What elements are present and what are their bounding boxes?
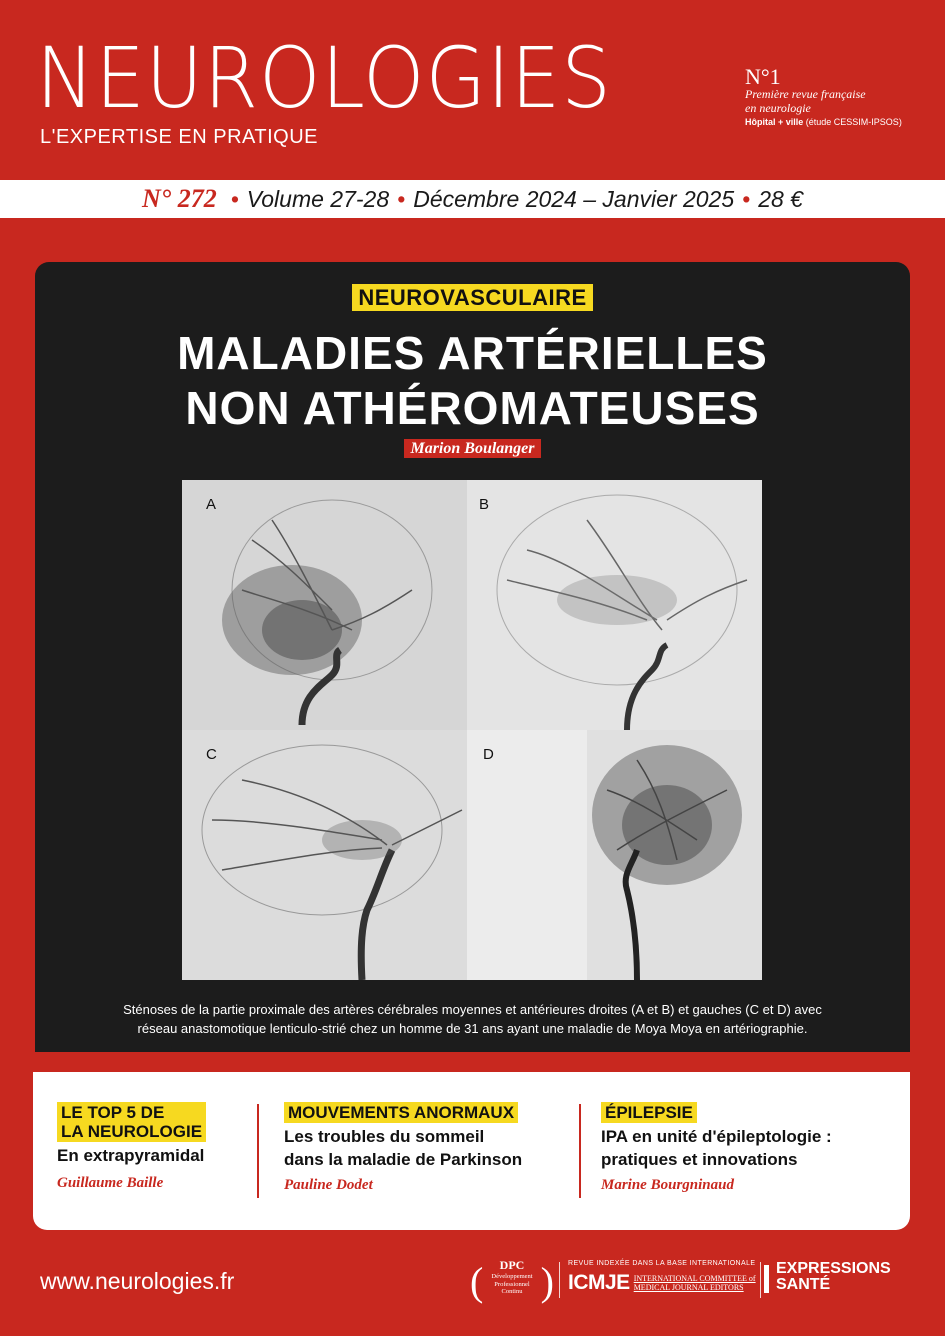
issue-date: Décembre 2024 – Janvier 2025 [413,185,735,212]
website-link[interactable]: www.neurologies.fr [40,1268,235,1294]
teaser-tag: MOUVEMENTS ANORMAUX [284,1102,518,1123]
badge-number: N°1 [745,64,781,89]
teaser-title-line-1: Les troubles du sommeil [284,1127,485,1146]
icmje-acronym: ICMJE [568,1271,630,1294]
dpc-line-2: Professionnel [494,1280,530,1288]
teaser-top5 [57,1102,206,1192]
teaser-mouvements [284,1102,522,1194]
headline-line-1: MALADIES ARTÉRIELLES [177,327,768,379]
article-teasers [33,1072,910,1230]
badge-line-3-bold: Hôpital + ville [745,116,804,127]
teaser-author: Guillaume Baille [57,1175,164,1191]
teaser-tag-line-2: LA NEUROLOGIE [61,1122,203,1141]
index-text: REVUE INDEXÉE DANS LA BASE INTERNATIONALE [568,1260,756,1267]
dpc-right-paren-icon: ) [540,1259,554,1304]
teaser-tag [57,1102,206,1142]
feature-kicker-label: NEUROVASCULAIRE [352,284,592,311]
teaser-title [601,1125,832,1171]
teaser-title-line-2: pratiques et innovations [601,1150,798,1169]
angiogram-panel-c [182,730,467,980]
teaser-tag: ÉPILEPSIE [601,1102,697,1123]
issue-volume: Volume 27-28 [246,185,390,212]
dpc-left-paren-icon: ( [470,1259,484,1304]
dpc-line-3: Continu [501,1288,523,1295]
publisher-bar-icon [764,1265,769,1293]
publisher-line-2: SANTÉ [776,1276,831,1293]
angiogram-image-c [182,730,467,980]
masthead [0,0,945,180]
icmje-line-1: INTERNATIONAL COMMITTEE of [633,1274,756,1283]
separator-dot: • [230,185,239,212]
teaser-tag-line-1: LE TOP 5 DE [61,1103,165,1122]
angiogram-panel-b [467,480,762,730]
journal-logo: NEUROLOGIES [36,29,612,127]
angiogram-panel-d [467,730,762,980]
icmje-logo [568,1260,756,1295]
issue-number: N° 272 [142,184,217,213]
headline-line-2: NON ATHÉROMATEUSES [185,382,760,434]
feature-kicker [35,285,910,311]
journal-tagline: L'EXPERTISE EN PRATIQUE [40,126,318,148]
angiography-figure [182,480,762,980]
icmje-fullname [634,1274,756,1292]
dpc-line-1: Développement [491,1273,533,1280]
angiogram-panel-a [182,480,467,730]
issue-bar [0,180,945,218]
feature-article [35,262,910,1052]
angiogram-image-d [467,730,762,980]
panel-label-c: C [206,746,217,763]
footer-divider [760,1262,761,1298]
angiogram-image-a [182,480,467,730]
teaser-title [284,1125,522,1171]
teaser-epilepsie [601,1102,832,1194]
angiogram-image-b [467,480,762,730]
publisher-logo [776,1261,891,1293]
teaser-author: Marine Bourgninaud [601,1177,734,1193]
separator-dot: • [397,185,406,212]
teaser-divider [579,1104,581,1198]
dpc-logo [470,1258,554,1304]
separator-dot: • [742,185,751,212]
badge-line-2: en neurologie [745,100,811,115]
publisher-line-1: EXPRESSIONS [776,1260,891,1277]
teaser-author: Pauline Dodet [284,1177,373,1193]
figure-caption [60,1000,885,1038]
feature-author [35,440,910,458]
feature-headline [35,326,910,436]
teaser-title-line-1: IPA en unité d'épileptologie : [601,1127,832,1146]
panel-label-b: B [479,496,490,513]
issue-price: 28 € [758,185,803,212]
icmje-row [568,1271,756,1295]
teaser-title-line-2: dans la maladie de Parkinson [284,1150,523,1169]
caption-line-2: réseau anastomotique lenticulo-strié chez un homme de 31 ans ayant une maladie de Moya Moya en artériographie. [137,1021,808,1036]
teaser-divider [257,1104,259,1198]
icmje-line-2: MEDICAL JOURNAL EDITORS [633,1283,744,1292]
dpc-short: DPC [499,1258,525,1272]
panel-label-a: A [206,496,217,513]
badge-line-1: Première revue française [745,87,866,101]
teaser-title: En extrapyramidal [57,1146,205,1165]
badge-line-3 [745,116,902,129]
panel-label-d: D [483,746,494,763]
ranking-badge [745,66,902,128]
footer-divider [559,1262,560,1298]
caption-line-1: Sténoses de la partie proximale des artères cérébrales moyennes et antérieures droites (A et B) et gauches (C et D) avec [123,1002,822,1017]
badge-line-3-rest: (étude CESSIM-IPSOS) [803,116,902,127]
feature-author-name: Marion Boulanger [404,439,540,458]
